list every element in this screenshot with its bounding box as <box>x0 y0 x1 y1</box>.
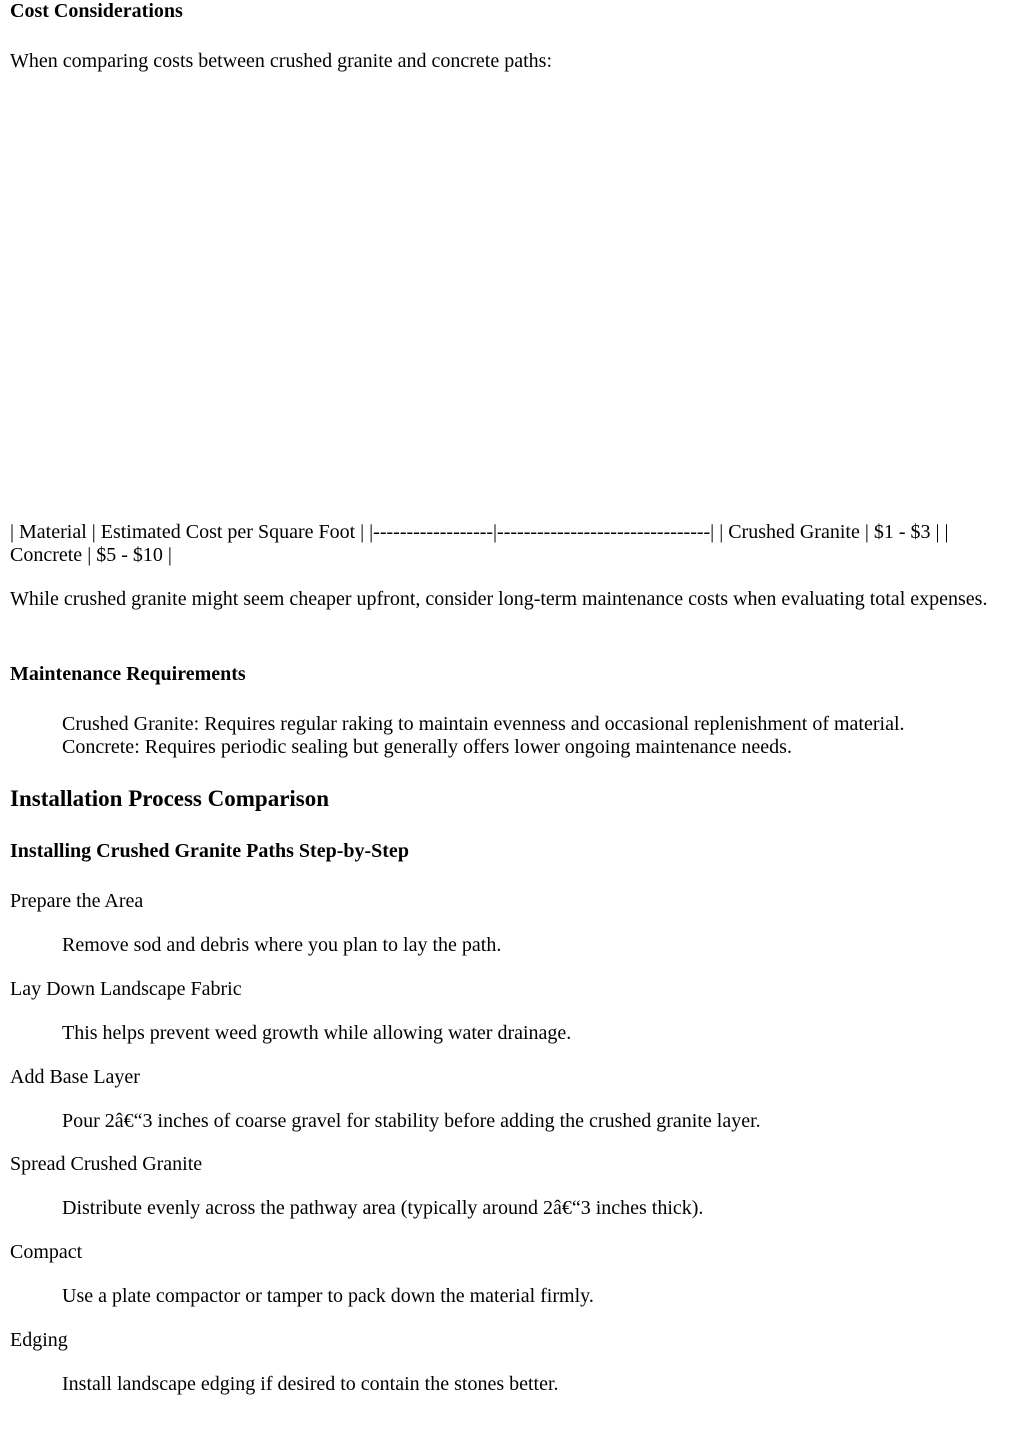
maintenance-list <box>10 713 905 759</box>
maintenance-item: Concrete: Requires periodic sealing but generally offers lower ongoing maintenance needs. <box>62 736 792 758</box>
step-title: Add Base Layer <box>10 1066 140 1088</box>
step-description: Install landscape edging if desired to contain the stones better. <box>62 1373 559 1395</box>
maintenance-heading: Maintenance Requirements <box>10 663 246 685</box>
cost-intro: When comparing costs between crushed granite and concrete paths: <box>10 50 553 72</box>
cost-note: While crushed granite might seem cheaper upfront, consider long-term maintenance costs when evaluating total expenses. <box>10 588 988 610</box>
step-title: Lay Down Landscape Fabric <box>10 978 242 1000</box>
step-title: Prepare the Area <box>10 890 144 912</box>
step-description: Remove sod and debris where you plan to lay the path. <box>62 934 502 956</box>
installation-heading: Installation Process Comparison <box>10 786 330 811</box>
step-description: Use a plate compactor or tamper to pack down the material firmly. <box>62 1285 594 1307</box>
cost-heading: Cost Considerations <box>10 0 183 22</box>
step-title: Compact <box>10 1241 83 1263</box>
step-description: Distribute evenly across the pathway area (typically around 2â€“3 inches thick). <box>62 1197 704 1219</box>
blank-region <box>10 80 1010 505</box>
step-title: Spread Crushed Granite <box>10 1153 203 1175</box>
installation-subheading: Installing Crushed Granite Paths Step-by-Step <box>10 840 409 862</box>
step-description: Pour 2â€“3 inches of coarse gravel for stability before adding the crushed granite layer. <box>62 1110 761 1132</box>
step-title: Edging <box>10 1329 68 1351</box>
step-description: This helps prevent weed growth while allowing water drainage. <box>62 1022 572 1044</box>
cost-table-text: | Material | Estimated Cost per Square Foot | |------------------|--------------------------------| | Crushed Granite | $1 - $3 | | Concrete | $5 - $10 | <box>10 521 949 566</box>
maintenance-item: Crushed Granite: Requires regular raking to maintain evenness and occasional replenishment of material. <box>62 713 905 735</box>
